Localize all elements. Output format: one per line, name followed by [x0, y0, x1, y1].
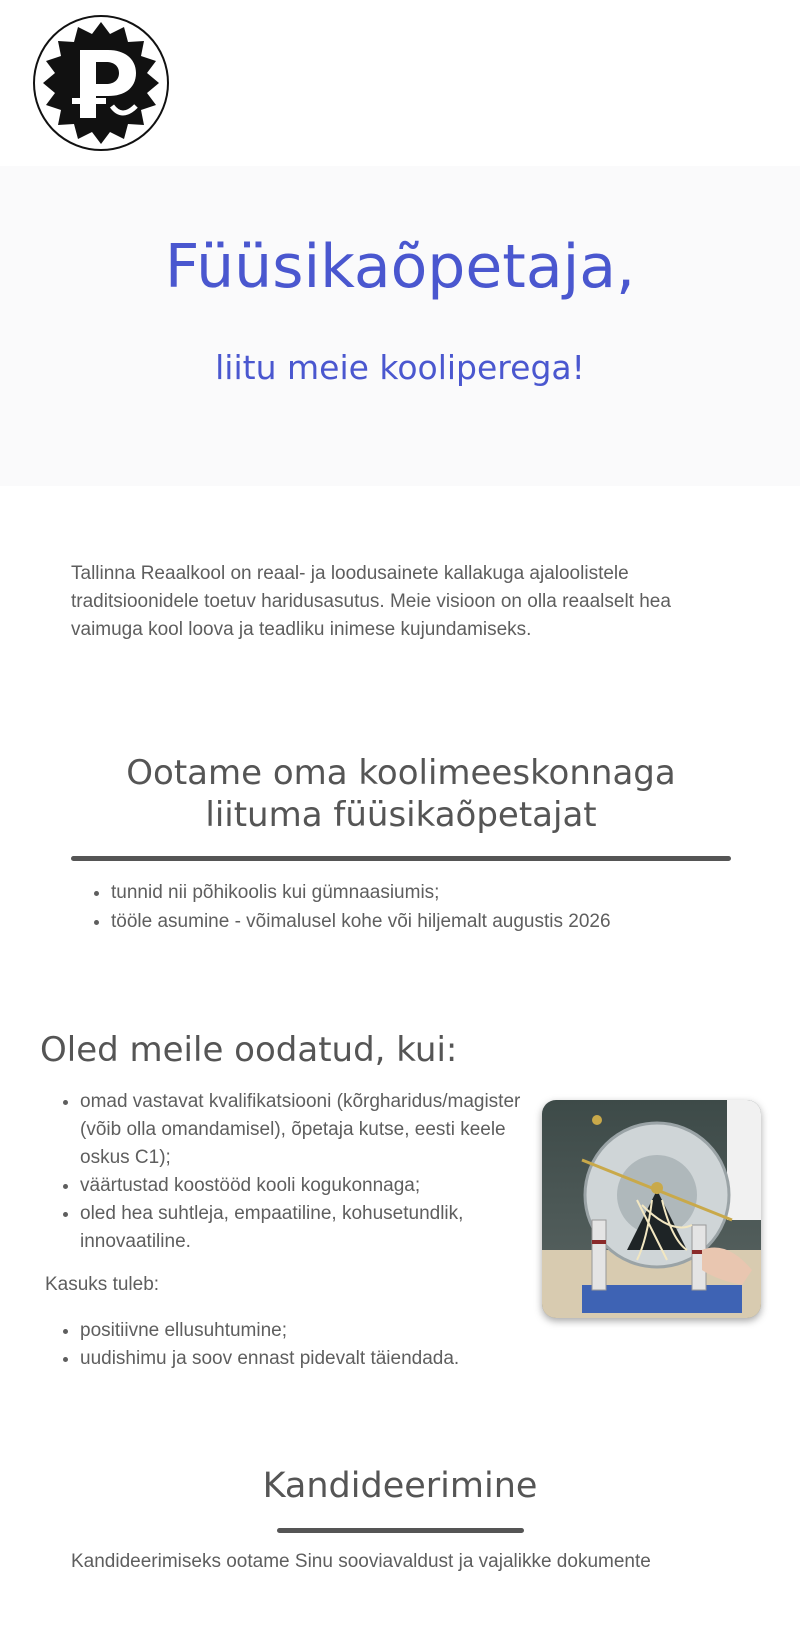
apply-title: Kandideerimine [262, 1466, 538, 1506]
list-item: • positiivne ellusuhtumine; [80, 1317, 560, 1345]
apply-text: Kandideerimiseks ootame Sinu sooviavaldust ja vajalikke dokumente [71, 1551, 651, 1572]
position-title: Ootame oma koolimeeskonnaga liituma füüsikaõpetajat [126, 753, 676, 835]
list-item: • oled hea suhtleja, empaatiline, kohusetundlik, innovaatiline. [80, 1200, 560, 1256]
list-item: • tööle asumine - võimalusel kohe või hiljemalt augustis 2026 [111, 907, 771, 936]
position-divider [71, 856, 731, 861]
wimshurst-machine-image-icon [542, 1100, 761, 1318]
requirements-title: Oled meile oodatud, kui: [40, 1030, 458, 1070]
hero-subtitle: liitu meie kooliperega! [215, 348, 585, 387]
apply-divider [277, 1528, 524, 1533]
intro-text: Tallinna Reaalkool on reaal- ja loodusainete kallakuga ajaloolistele traditsioonidele toetuv haridusasutus. Meie visioon on olla reaalselt hea vaimuga kool loova ja teadliku inimese kujundamiseks. [71, 563, 671, 640]
bonus-list [40, 1317, 560, 1373]
list-item: • uudishimu ja soov ennast pidevalt täiendada. [80, 1345, 560, 1373]
bonus-label: Kasuks tuleb: [45, 1274, 160, 1295]
logo-emblem-icon [30, 14, 172, 152]
requirements-list [40, 1088, 560, 1256]
school-logo[interactable] [30, 14, 172, 152]
physics-photo [542, 1100, 761, 1318]
list-item: • omad vastavat kvalifikatsiooni (kõrgharidus/magister (võib olla omandamisel), õpetaja kutse, eesti keele oskus C1); [80, 1088, 560, 1172]
list-item: • tunnid nii põhikoolis kui gümnaasiumis; [111, 878, 771, 907]
hero-banner [0, 166, 800, 486]
hero-title: Füüsikaõpetaja, [164, 232, 636, 302]
list-item: • väärtustad koostööd kooli kogukonnaga; [80, 1172, 560, 1200]
position-list [71, 878, 771, 936]
